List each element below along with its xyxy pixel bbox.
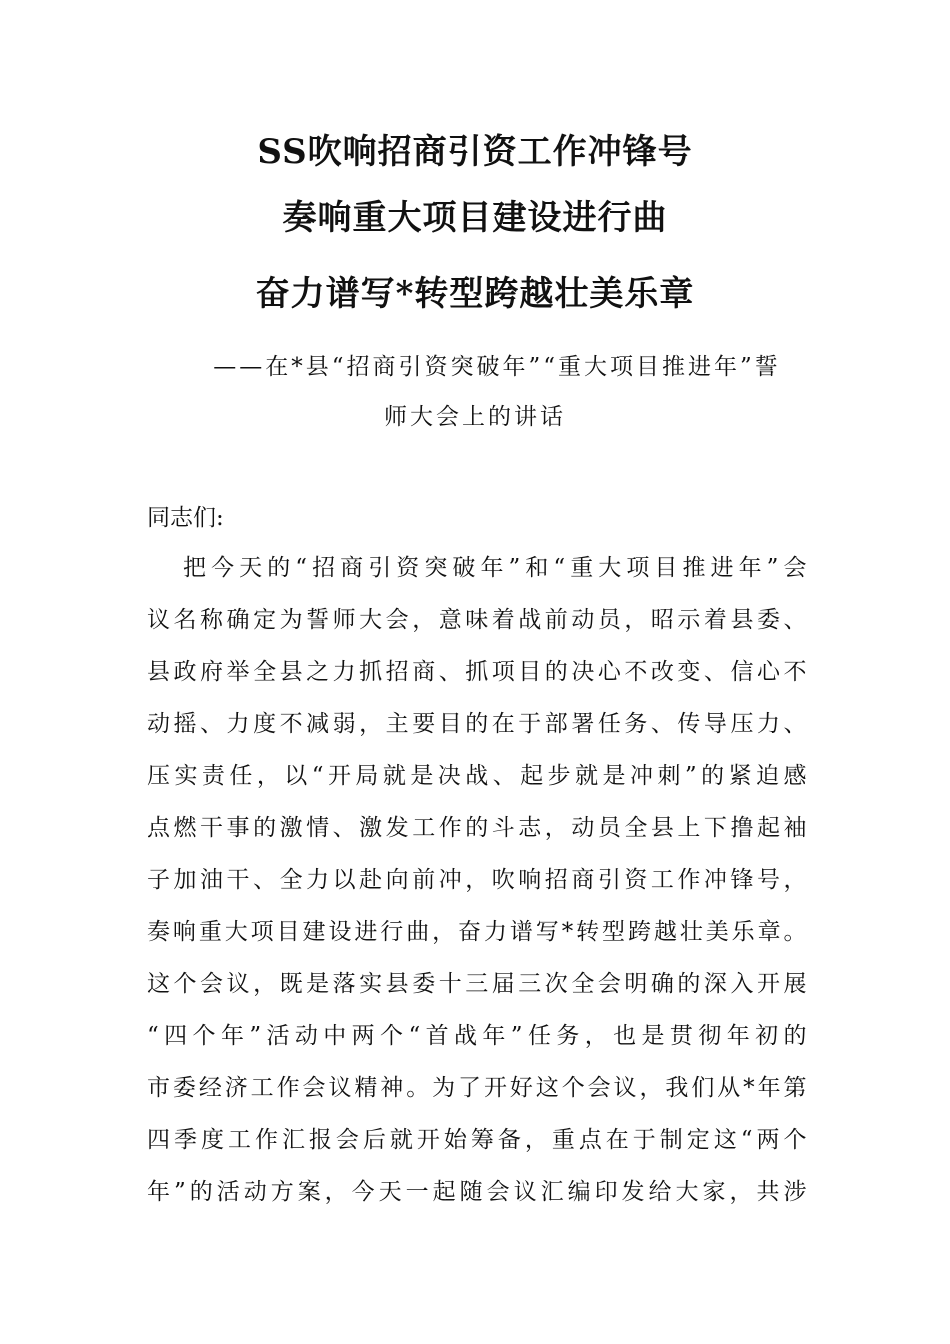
subtitle-line-2: 师大会上的讲话: [384, 404, 566, 430]
body-line-4: 动摇、力度不减弱，主要目的在于部署任务、传导压力、: [147, 711, 807, 737]
body-line-3: 县政府举全县之力抓招商、抓项目的决心不改变、信心不: [147, 659, 807, 685]
body-line-9: 这个会议，既是落实县委十三届三次全会明确的深入开展: [147, 971, 807, 997]
body-line-7: 子加油干、全力以赴向前冲，吹响招商引资工作冲锋号，: [147, 867, 807, 893]
subtitle-line-1: ——在*县“招商引资突破年”“重大项目推进年”誓: [213, 354, 781, 380]
body-line-11: 市委经济工作会议精神。为了开好这个会议，我们从*年第: [147, 1075, 807, 1101]
body-line-10: “四个年”活动中两个“首战年”任务，也是贯彻年初的: [147, 1023, 807, 1049]
body-line-8: 奏响重大项目建设进行曲，奋力谱写*转型跨越壮美乐章。: [147, 919, 807, 945]
body-line-6: 点燃干事的激情、激发工作的斗志，动员全县上下撸起袖: [147, 815, 807, 841]
body-line-12: 四季度工作汇报会后就开始筹备，重点在于制定这“两个: [147, 1127, 807, 1153]
body-line-1: 把今天的“招商引资突破年”和“重大项目推进年”会: [183, 555, 807, 581]
title-line-3: 奋力谱写*转型跨越壮美乐章: [255, 274, 695, 314]
body-line-2: 议名称确定为誓师大会，意味着战前动员，昭示着县委、: [147, 607, 807, 633]
title-line-2: 奏响重大项目建设进行曲: [282, 198, 668, 238]
salutation: 同志们:: [147, 505, 224, 531]
body-line-13: 年”的活动方案，今天一起随会议汇编印发给大家，共涉: [147, 1179, 807, 1205]
title-line-1: SS吹响招商引资工作冲锋号: [257, 132, 693, 172]
body-line-5: 压实责任，以“开局就是决战、起步就是冲刺”的紧迫感: [147, 763, 807, 789]
